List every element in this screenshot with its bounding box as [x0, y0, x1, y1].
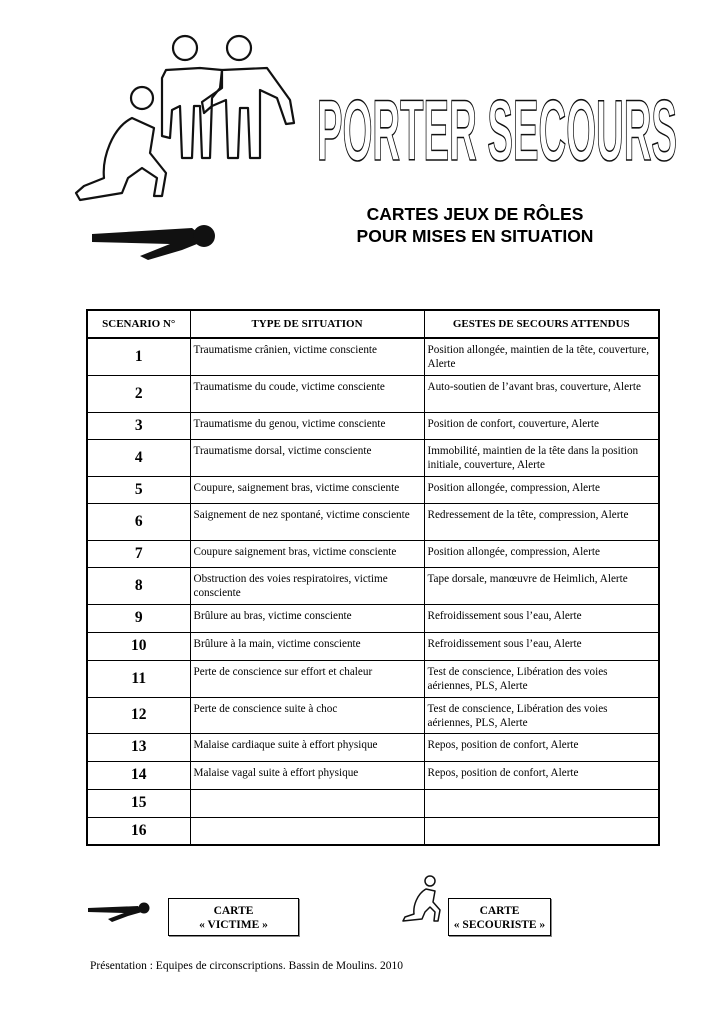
gestes-cell: Test de conscience, Libération des voies aériennes, PLS, Alerte [424, 697, 659, 733]
table-row [87, 604, 659, 632]
situation-cell: Coupure saignement bras, victime consciente [190, 540, 424, 567]
kneeling-rescuer-icon [76, 87, 166, 200]
header-scenario: SCENARIO N° [87, 310, 190, 338]
table-row [87, 789, 659, 817]
subtitle [320, 203, 630, 247]
page-title-text: PORTER SECOURS [317, 83, 677, 172]
scenario-number: 5 [87, 476, 190, 503]
gestes-cell: Repos, position de confort, Alerte [424, 761, 659, 789]
table-row [87, 338, 659, 375]
situation-cell: Brûlure à la main, victime consciente [190, 632, 424, 660]
footer-credit: Présentation : Equipes de circonscriptions. Bassin de Moulins. 2010 [90, 960, 404, 972]
situation-cell: Traumatisme du coude, victime consciente [190, 375, 424, 412]
table-row [87, 476, 659, 503]
table-row [87, 733, 659, 761]
card-victime-line-1: CARTE [213, 905, 254, 917]
scenario-number: 1 [87, 338, 190, 375]
table-row [87, 632, 659, 660]
gestes-cell: Position allongée, maintien de la tête, couverture, Alerte [424, 338, 659, 375]
situation-cell: Obstruction des voies respiratoires, victime consciente [190, 567, 424, 604]
card-secouriste-line-1: CARTE [479, 905, 520, 917]
scenario-number: 16 [87, 817, 190, 845]
gestes-cell: Immobilité, maintien de la tête dans la position initiale, couverture, Alerte [424, 439, 659, 476]
situation-cell [190, 789, 424, 817]
subtitle-line-1: CARTES JEUX DE RÔLES [366, 204, 584, 224]
card-secouriste-line-2: « SECOURISTE » [453, 919, 546, 931]
gestes-cell: Repos, position de confort, Alerte [424, 733, 659, 761]
standing-people-icon [162, 36, 294, 158]
gestes-cell: Position de confort, couverture, Alerte [424, 412, 659, 439]
scenario-number: 4 [87, 439, 190, 476]
card-secouriste-label [448, 898, 551, 936]
table-row [87, 439, 659, 476]
table-row [87, 761, 659, 789]
scenario-number: 9 [87, 604, 190, 632]
gestes-cell: Auto-soutien de l’avant bras, couverture, Alerte [424, 375, 659, 412]
table-row [87, 567, 659, 604]
gestes-cell: Refroidissement sous l’eau, Alerte [424, 604, 659, 632]
situation-cell: Coupure, saignement bras, victime consciente [190, 476, 424, 503]
situation-cell [190, 817, 424, 845]
scenario-number: 8 [87, 567, 190, 604]
scenario-table [86, 309, 660, 846]
gestes-cell: Tape dorsale, manœuvre de Heimlich, Alerte [424, 567, 659, 604]
scenario-number: 11 [87, 660, 190, 697]
table-row [87, 375, 659, 412]
table-row [87, 817, 659, 845]
table-row [87, 697, 659, 733]
header-illustration [62, 28, 307, 300]
gestes-cell: Position allongée, compression, Alerte [424, 540, 659, 567]
header-situation: TYPE DE SITUATION [190, 310, 424, 338]
subtitle-line-2: POUR MISES EN SITUATION [356, 226, 594, 246]
gestes-cell: Test de conscience, Libération des voies aériennes, PLS, Alerte [424, 660, 659, 697]
situation-cell: Malaise cardiaque suite à effort physique [190, 733, 424, 761]
situation-cell: Brûlure au bras, victime consciente [190, 604, 424, 632]
scenario-number: 15 [87, 789, 190, 817]
situation-cell: Traumatisme crânien, victime consciente [190, 338, 424, 375]
gestes-cell [424, 817, 659, 845]
situation-cell: Perte de conscience suite à choc [190, 697, 424, 733]
situation-cell: Traumatisme dorsal, victime consciente [190, 439, 424, 476]
lying-victim-icon [92, 225, 215, 260]
table-row [87, 503, 659, 540]
situation-cell: Perte de conscience sur effort et chaleur [190, 660, 424, 697]
kneeling-rescuer-small-icon [400, 872, 444, 932]
situation-cell: Traumatisme du genou, victime consciente [190, 412, 424, 439]
card-victime-label [168, 898, 299, 936]
gestes-cell [424, 789, 659, 817]
table-row [87, 660, 659, 697]
scenario-number: 12 [87, 697, 190, 733]
card-victime-line-2: « VICTIME » [199, 919, 268, 931]
scenario-number: 6 [87, 503, 190, 540]
scenario-number: 7 [87, 540, 190, 567]
situation-cell: Saignement de nez spontané, victime consciente [190, 503, 424, 540]
situation-cell: Malaise vagal suite à effort physique [190, 761, 424, 789]
scenario-number: 2 [87, 375, 190, 412]
gestes-cell: Redressement de la tête, compression, Alerte [424, 503, 659, 540]
page-title [312, 80, 682, 172]
gestes-cell: Position allongée, compression, Alerte [424, 476, 659, 503]
scenario-number: 3 [87, 412, 190, 439]
scenario-number: 14 [87, 761, 190, 789]
scenario-number: 10 [87, 632, 190, 660]
table-row [87, 540, 659, 567]
header-gestes: GESTES DE SECOURS ATTENDUS [424, 310, 659, 338]
table-header-row [87, 310, 659, 338]
gestes-cell: Refroidissement sous l’eau, Alerte [424, 632, 659, 660]
scenario-number: 13 [87, 733, 190, 761]
lying-victim-small-icon [86, 896, 152, 926]
table-row [87, 412, 659, 439]
